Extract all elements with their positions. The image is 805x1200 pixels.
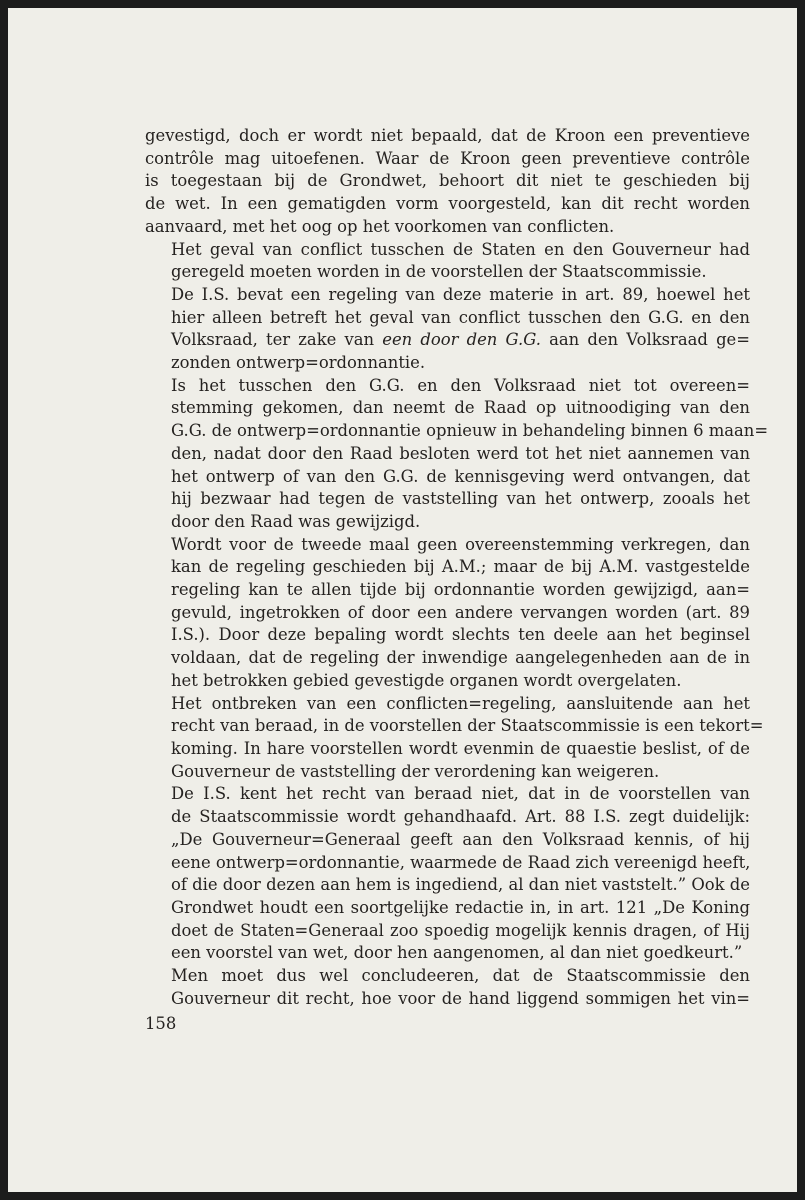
text-line: hier alleen betreft het geval van conflict tusschen den G.G. en den <box>171 307 750 327</box>
text-line: het ontwerp of van den G.G. de kennisgeving werd ontvangen, dat <box>171 466 750 486</box>
text-line: gevestigd, doch er wordt niet bepaald, dat de Kroon een preventieve <box>145 126 750 145</box>
text-line: G.G. de ontwerp=ordonnantie opnieuw in behandeling binnen 6 maan= <box>171 421 769 441</box>
text-line: contrôle mag uitoefenen. Waar de Kroon geen preventieve contrôle <box>145 148 750 168</box>
text-line: koming. In hare voorstellen wordt evenmin de quaestie beslist, of de <box>171 738 750 758</box>
paragraph <box>145 239 750 284</box>
text-line: is toegestaan bij de Grondwet, behoort dit niet te geschieden bij <box>145 171 750 191</box>
text-line: Men moet dus wel concludeeren, dat de Staatscommissie den <box>171 966 750 986</box>
paragraph <box>145 375 769 534</box>
text-line: Het ontbreken van een conflicten=regeling, aansluitende aan het <box>171 693 750 713</box>
book-page <box>8 8 797 1192</box>
text-line: geregeld moeten worden in de voorstellen der Staatscommissie. <box>171 262 707 282</box>
page-number: 158 <box>145 1014 177 1033</box>
text-line: recht van beraad, in de voorstellen der Staatscommissie is een tekort= <box>171 716 764 736</box>
text-line: stemming gekomen, dan neemt de Raad op uitnoodiging van den <box>171 398 750 418</box>
text-line: de wet. In een gematigden vorm voorgesteld, kan dit recht worden <box>145 194 750 214</box>
body-text <box>145 125 769 1010</box>
text-line: De I.S. kent het recht van beraad niet, dat in de voorstellen van <box>171 784 750 804</box>
text-line: eene ontwerp=ordonnantie, waarmede de Raad zich vereenigd heeft, <box>171 852 751 872</box>
paragraph <box>145 534 750 693</box>
paragraph <box>145 783 750 965</box>
paragraph <box>145 693 764 784</box>
text-line: Wordt voor de tweede maal geen overeenstemming verkregen, dan <box>171 534 750 554</box>
text-line: doet de Staten=Generaal zoo spoedig mogelijk kennis dragen, of Hij <box>171 920 750 940</box>
paragraph <box>145 125 750 239</box>
text-line: den, nadat door den Raad besloten werd tot het niet aannemen van <box>171 443 750 463</box>
text-line: regeling kan te allen tijde bij ordonnantie worden gewijzigd, aan= <box>171 580 750 600</box>
text-line: hij bezwaar had tegen de vaststelling van het ontwerp, zooals het <box>171 489 750 509</box>
paragraph <box>145 284 750 375</box>
text-line: Het geval van conflict tusschen de Staten en den Gouverneur had <box>171 239 750 259</box>
text-line: Is het tusschen den G.G. en den Volksraad niet tot overeen= <box>171 375 750 395</box>
text-line: Grondwet houdt een soortgelijke redactie in, in art. 121 „De Koning <box>171 897 750 917</box>
text-line: of die door dezen aan hem is ingediend, al dan niet vaststelt.” Ook de <box>171 875 750 895</box>
text-line: De I.S. bevat een regeling van deze materie in art. 89, hoewel het <box>171 284 750 304</box>
text-line: het betrokken gebied gevestigde organen wordt overgelaten. <box>171 670 682 690</box>
text-line: Gouverneur dit recht, hoe voor de hand liggend sommigen het vin= <box>171 988 750 1008</box>
text-line: gevuld, ingetrokken of door een andere vervangen worden (art. 89 <box>171 602 750 622</box>
text-line: Volksraad, ter zake van een door den G.G. aan den Volksraad ge= <box>171 330 750 350</box>
text-line: zonden ontwerp=ordonnantie. <box>171 353 426 373</box>
text-line: de Staatscommissie wordt gehandhaafd. Art. 88 I.S. zegt duidelijk: <box>171 807 750 827</box>
text-line: kan de regeling geschieden bij A.M.; maar de bij A.M. vastgestelde <box>171 557 750 577</box>
text-line: „De Gouverneur=Generaal geeft aan den Volksraad kennis, of hij <box>171 829 750 849</box>
text-line: aanvaard, met het oog op het voorkomen van conflicten. <box>145 216 615 236</box>
text-line: voldaan, dat de regeling der inwendige aangelegenheden aan de in <box>171 648 750 668</box>
text-line: een voorstel van wet, door hen aangenomen, al dan niet goedkeurt.” <box>171 943 743 963</box>
text-line: door den Raad was gewijzigd. <box>171 511 421 531</box>
text-line: Gouverneur de vaststelling der verordening kan weigeren. <box>171 761 660 781</box>
paragraph <box>145 965 750 1010</box>
text-line: I.S.). Door deze bepaling wordt slechts ten deele aan het beginsel <box>171 625 750 645</box>
